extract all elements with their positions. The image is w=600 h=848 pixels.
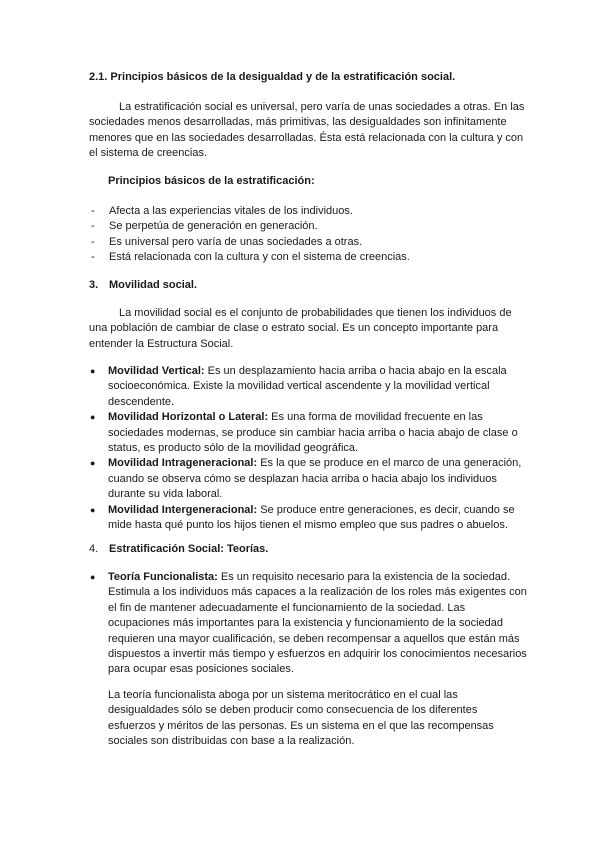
list-item (89, 250, 410, 265)
mobility-types-list (89, 364, 529, 533)
section-4-title: Estratificación Social: Teorías. (109, 543, 269, 555)
principle-text: Es universal pero varía de unas sociedades a otras. (109, 235, 363, 248)
stratification-paragraph (89, 100, 529, 162)
dash-marker: - (91, 220, 95, 233)
definition: Se produce entre generaciones, es decir, cuando se mide hasta qué punto los hijos tienen el mismo empleo que sus padres o abuelos. (108, 503, 515, 532)
term: Movilidad Intergeneracional: (108, 503, 258, 516)
principles-subheading: Principios básicos de la estratificación: (108, 175, 315, 187)
dash-marker: - (91, 251, 95, 264)
term: Movilidad Horizontal o Lateral: (108, 411, 269, 424)
theories-list (89, 570, 529, 678)
term: Movilidad Intrageneracional: (108, 457, 258, 470)
list-item (89, 219, 410, 234)
definition: Es una forma de movilidad frecuente en las sociedades modernas, se produce sin cambiar hacia arriba o hacia abajo de clase o status, es producto sólo de la movilidad geográfica. (108, 411, 518, 455)
list-item (89, 456, 529, 502)
section-3-title: Movilidad social. (109, 279, 198, 291)
term: Movilidad Vertical: (108, 365, 205, 377)
bullet-marker: ● (90, 458, 96, 469)
dash-marker: - (91, 235, 95, 248)
mobility-paragraph (89, 306, 529, 352)
principles-list (89, 204, 410, 266)
principle-text: Se perpetúa de generación en generación. (109, 220, 318, 233)
mobility-paragraph-text: La movilidad social es el conjunto de probabilidades que tienen los individuos de una población de cambiar de clase o estrato social. Es un concepto importante para entender la Estructura Social. (89, 307, 512, 350)
term: Teoría Funcionalista: (108, 571, 218, 583)
dash-marker: - (91, 205, 95, 217)
list-item (89, 410, 529, 456)
principle-text: Está relacionada con la cultura y con el sistema de creencias. (109, 251, 410, 264)
definition: Es un requisito necesario para la existencia de la sociedad. Estimula a los individuos más capaces a la realización de los roles más exigentes con el fin de mantener adecuadamente el funcionamiento de la sociedad. Las ocupaciones más importantes para la existencia y funcionamiento de la sociedad requieren una mayor cualificación, se deben recompensar a aquellos que están más dispuestos a invertir más tiempo y esfuerzos en adquirir los conocimientos necesarios para ocupar esas posiciones sociales. (108, 571, 527, 676)
bullet-marker: ● (90, 412, 96, 423)
bullet-marker: ● (90, 366, 96, 376)
list-item (89, 503, 529, 534)
definition: Es un desplazamiento hacia arriba o hacia abajo en la escala socioeconómica. Existe la movilidad vertical ascendente y la movilidad vertical descendente. (108, 365, 507, 408)
list-item (89, 364, 529, 410)
bullet-marker: ● (90, 572, 96, 582)
bullet-marker: ● (90, 504, 96, 515)
principle-text: Afecta a las experiencias vitales de los individuos. (109, 205, 353, 217)
section-3-heading (89, 278, 197, 293)
stratification-paragraph-text: La estratificación social es universal, pero varía de unas sociedades a otras. En las sociedades menos desarrolladas, más primitivas, las desigualdades son infinitamente menores que en las sociedades desarrolladas. Ésta está relacionada con la cultura y con el sistema de creencias. (89, 101, 525, 160)
list-item (89, 570, 529, 678)
section-2-1-heading: 2.1. Principios básicos de la desigualdad y de la estratificación social. (89, 71, 456, 83)
definition: Es la que se produce en el marco de una generación, cuando se observa cómo se desplazan hacia arriba o hacia abajo los individuos durante su vida laboral. (108, 457, 522, 501)
section-4-number: 4. (89, 543, 99, 555)
section-4-heading (89, 542, 268, 557)
section-3-number: 3. (89, 279, 99, 291)
list-item (89, 235, 410, 250)
list-item (89, 204, 410, 219)
functionalist-paragraph: La teoría funcionalista aboga por un sistema meritocrático en el cual las desigualdades sólo se deben producir como consecuencia de los diferentes esfuerzos y méritos de las personas. Es un sistema en el que las recompensas sociales son distribuidas con base a la realización. (108, 689, 494, 748)
